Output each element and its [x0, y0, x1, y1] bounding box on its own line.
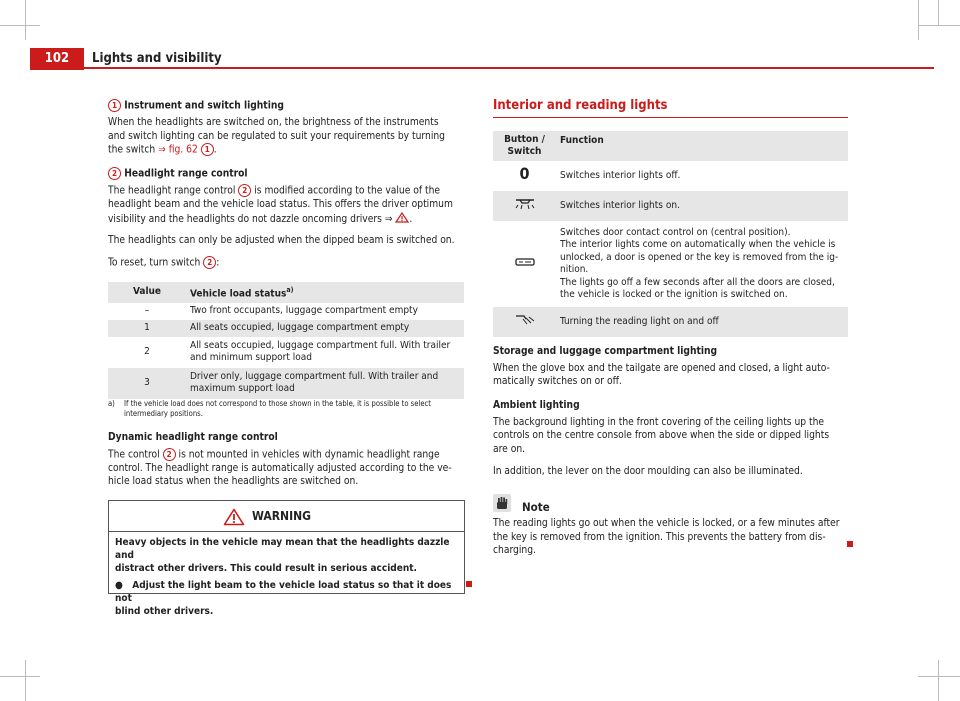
page-title: Lights and visibility	[92, 51, 222, 66]
column-header-status	[186, 282, 464, 303]
cell-line: All seats occupied, luggage compartment full. With trailer	[190, 339, 451, 351]
text-line: hicle load status when the headlights are switched on.	[108, 476, 359, 487]
table-cell	[493, 161, 556, 191]
vehicle-load-table	[108, 282, 464, 399]
paragraph: The headlights can only be adjusted when the dipped beam is switched on.	[108, 235, 455, 246]
footnote-ref: a)	[286, 286, 294, 294]
section-dynamic-range	[108, 431, 470, 489]
text-line: controls on the centre console from above when the side or dipped lights	[493, 430, 830, 441]
table-cell: 2	[144, 346, 150, 358]
text-line: When the headlights are switched on, the brightness of the instruments	[108, 117, 439, 128]
paragraph: In addition, the lever on the door moulding can also be illuminated.	[493, 466, 803, 477]
text-line: charging.	[493, 545, 536, 556]
text-line	[108, 448, 470, 462]
table-row	[493, 307, 848, 337]
text-span: To reset, turn switch	[108, 257, 204, 268]
table-cell: –	[144, 305, 150, 317]
title-rule	[493, 117, 848, 118]
table-header-row	[108, 282, 464, 303]
table-cell: All seats occupied, luggage compartment empty	[186, 320, 464, 337]
callout-marker: 1	[201, 143, 214, 156]
table-row	[493, 161, 848, 191]
header-label: Switch	[507, 146, 542, 157]
warning-body	[109, 532, 464, 618]
table-cell	[186, 368, 464, 399]
text-span: is modified according to the value of the	[251, 185, 441, 197]
paragraph	[108, 256, 470, 270]
table-row	[108, 303, 464, 320]
hand-icon	[493, 494, 511, 512]
header-rule	[84, 67, 934, 69]
text-span: .	[213, 144, 217, 156]
callout-marker: 2	[163, 448, 176, 461]
cell-line: unlocked, a door is opened or the key is removed from the ig-	[560, 251, 839, 263]
section-heading: Storage and luggage compartment lighting	[493, 346, 718, 357]
off-icon: 0	[519, 164, 530, 184]
table-cell	[186, 337, 464, 368]
table-cell: 1	[108, 320, 186, 337]
text-line: The reading lights go out when the vehicle is locked, or a few minutes after	[493, 518, 840, 529]
callout-marker: 2	[108, 167, 121, 180]
table-cell: Switches interior lights on.	[556, 191, 848, 221]
warning-box	[108, 500, 465, 617]
table-row	[108, 337, 464, 368]
table-header-row	[493, 131, 848, 161]
warning-line: Heavy objects in the vehicle may mean that the headlights dazzle and	[115, 537, 450, 561]
section-title: Interior and reading lights	[493, 98, 668, 113]
paragraph	[108, 116, 468, 157]
footnote-line: If the vehicle load does not correspond to those shown in the table, it is possible to select	[124, 399, 431, 408]
callout-marker: 1	[108, 99, 121, 112]
text-span: .	[409, 213, 413, 225]
cell-line: Switches door contact control on (central position).	[560, 226, 791, 238]
text-line: and switch lighting can be regulated to suit your requirements by turning	[108, 130, 445, 142]
callout-marker: 2	[238, 184, 251, 197]
table-cell: Turning the reading light on and off	[556, 307, 848, 337]
footnote-line: intermediary positions.	[124, 409, 203, 418]
section-heading: Instrument and switch lighting	[124, 100, 284, 112]
cell-line: The lights go off a few seconds after all the doors are closed,	[560, 276, 835, 288]
cell-line: the vehicle is locked or the ignition is switched on.	[560, 289, 788, 300]
section-ambient-lighting	[493, 399, 853, 479]
note-body	[493, 517, 853, 558]
table-cell: Switches interior lights off.	[560, 169, 681, 181]
text-line: matically switches on or off.	[493, 376, 622, 387]
table-row	[493, 191, 848, 221]
text-line: When the glove box and the tailgate are opened and closed, a light auto-	[493, 362, 830, 374]
text-line: are on.	[493, 443, 526, 455]
paragraph	[108, 448, 470, 489]
note-icon	[493, 494, 511, 512]
note-title: Note	[522, 500, 550, 514]
footnote-mark: a)	[108, 399, 115, 408]
table-cell	[493, 307, 556, 337]
header-label: Vehicle load status	[190, 288, 287, 300]
warning-title: WARNING	[252, 509, 311, 523]
callout-marker: 2	[203, 256, 216, 269]
crop-mark	[918, 25, 960, 26]
text-line	[108, 184, 470, 198]
paragraph	[108, 184, 470, 226]
interior-light-on-icon	[514, 198, 536, 210]
section-heading: Ambient lighting	[493, 400, 580, 411]
crop-mark	[25, 660, 26, 701]
text-line	[108, 212, 470, 227]
cell-line: The interior lights come on automatically when the vehicle is	[560, 239, 836, 250]
text-span: The headlight range control	[108, 185, 239, 197]
door-contact-icon	[514, 256, 536, 268]
end-mark	[466, 581, 472, 587]
cell-line: nition.	[560, 264, 589, 275]
interior-lights-table	[493, 131, 848, 337]
warning-line: blind other drivers.	[115, 606, 214, 617]
text-span: The control	[108, 449, 163, 460]
text-line: The background lighting in the front covering of the ceiling lights up the	[493, 416, 825, 428]
warning-line: distract other drivers. This could result in serious accident.	[115, 563, 417, 574]
header-label: Button /	[504, 133, 545, 145]
warning-icon	[223, 508, 245, 526]
crop-mark	[0, 676, 40, 677]
crop-mark	[25, 0, 26, 40]
text-span: the switch	[108, 144, 159, 156]
table-cell	[493, 221, 556, 307]
table-cell: Two front occupants, luggage compartment empty	[190, 305, 418, 317]
text-span: visibility and the headlights do not dazzle oncoming drivers ⇒	[108, 213, 396, 225]
section-heading: Headlight range control	[124, 168, 248, 180]
text-line: headlight beam and the vehicle load status. This offers the driver optimum	[108, 199, 453, 210]
column-header-value: Value	[108, 282, 186, 303]
column-header-button	[493, 131, 556, 161]
section-headlight-range	[108, 167, 470, 270]
table-cell: 3	[108, 368, 186, 399]
text-span: :	[216, 257, 220, 268]
text-span: is not mounted in vehicles with dynamic headlight range	[175, 449, 440, 460]
footnote	[108, 399, 468, 419]
table-row	[108, 320, 464, 337]
crop-mark	[918, 676, 960, 677]
table-row	[493, 221, 848, 307]
section-storage-lighting	[493, 345, 853, 389]
page-number: 102	[30, 48, 84, 70]
warning-header	[109, 501, 464, 532]
cell-line: maximum support load	[190, 383, 295, 395]
crop-mark	[938, 0, 939, 25]
table-cell	[493, 191, 556, 221]
reading-light-icon	[514, 314, 536, 326]
end-mark	[847, 541, 853, 547]
text-line	[108, 143, 468, 157]
cell-line: Driver only, luggage compartment full. With trailer and	[190, 370, 439, 382]
section-heading: Dynamic headlight range control	[108, 432, 278, 443]
crop-mark	[938, 660, 939, 701]
text-line: control. The headlight range is automatically adjusted according to the ve-	[108, 462, 452, 474]
warning-ref-icon[interactable]	[395, 212, 409, 223]
crop-mark	[0, 25, 40, 26]
cell-line: and minimum support load	[190, 352, 312, 364]
crop-mark	[918, 0, 919, 40]
warning-line	[115, 579, 458, 605]
bullet: ●	[115, 580, 123, 591]
table-cell	[556, 221, 848, 307]
section-instrument-lighting	[108, 99, 468, 157]
column-header-function: Function	[556, 131, 848, 161]
table-row	[108, 368, 464, 399]
figure-link[interactable]: ⇒ fig. 62	[158, 144, 198, 156]
text-line: the key is removed from the ignition. This prevents the battery from dis-	[493, 531, 826, 543]
text-span: Adjust the light beam to the vehicle load status so that it does not	[115, 580, 452, 604]
